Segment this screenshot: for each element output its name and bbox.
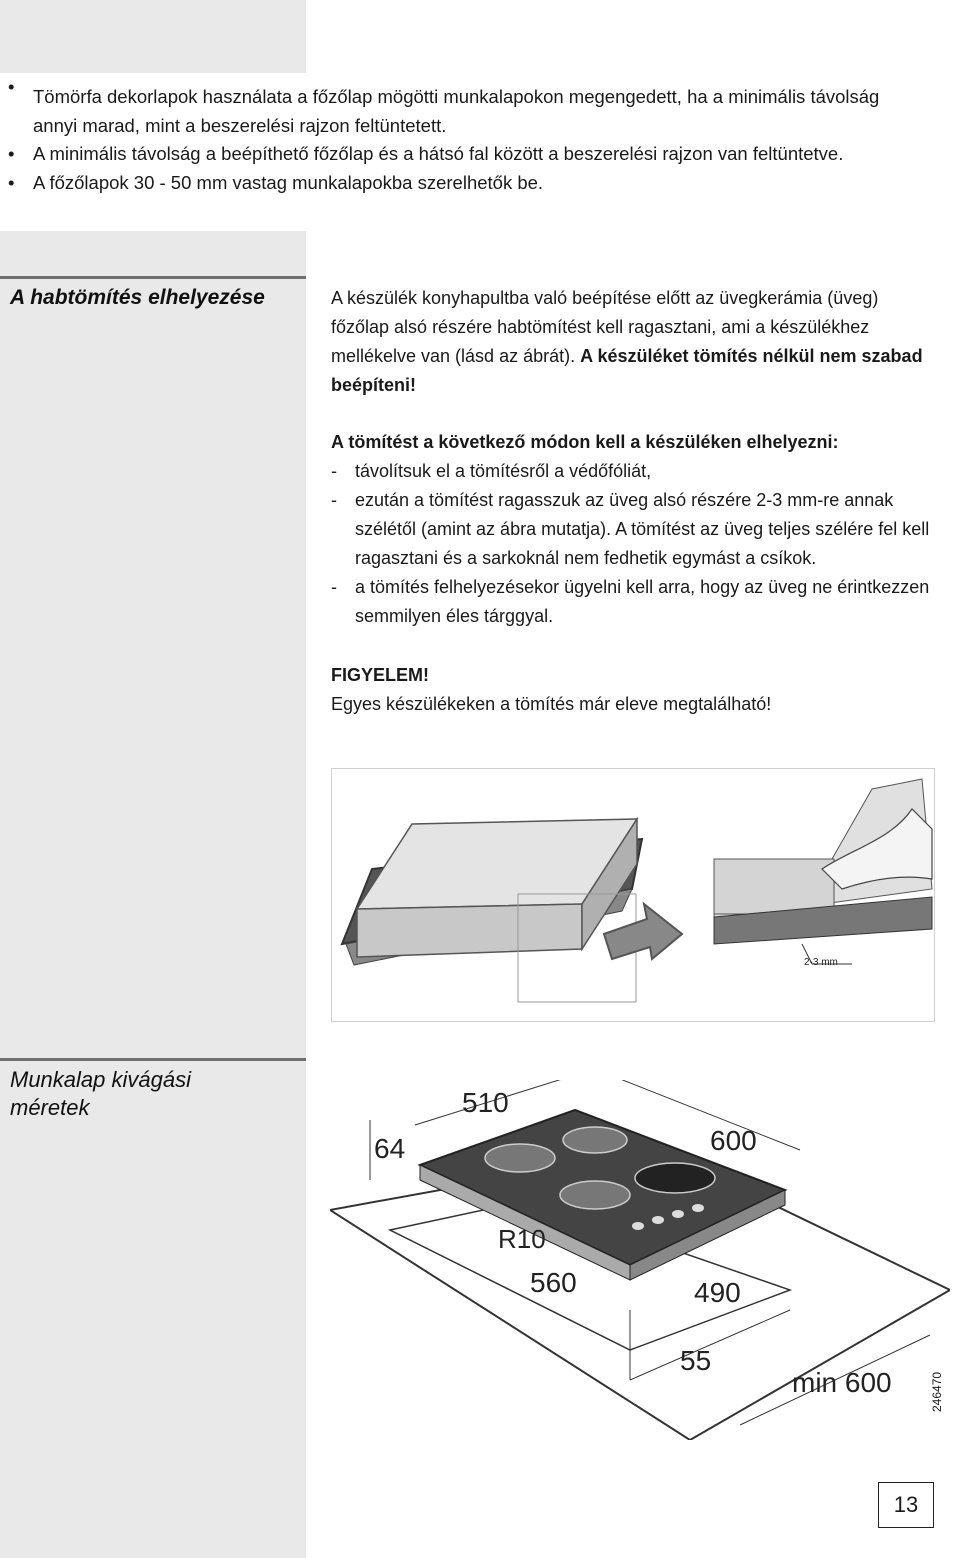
left-margin-band: [0, 0, 306, 1558]
dim-510: 510: [462, 1087, 509, 1118]
step-text: a tömítés felhelyezésekor ügyelni kell arra, hogy az üveg ne érintkezzen semmilyen éles tárggyal.: [355, 577, 930, 626]
warning-text: Egyes készülékeken a tömítés már eleve megtalálható!: [331, 694, 772, 714]
dim-r10: R10: [498, 1224, 546, 1254]
bullet-list: [0, 73, 960, 231]
intro-text: A készülék konyhapultba való beépítése előtt az üvegkerámia (üveg) főzőlap alsó részére habtömítést kell ragasztani, ami a készülékhez mellékelve van (lásd az ábrát).: [331, 288, 879, 366]
section1-body: [331, 284, 931, 719]
dim-560: 560: [530, 1267, 577, 1298]
hotplate-icon: [635, 1163, 715, 1193]
dim-min-600: min 600: [792, 1367, 892, 1398]
bullet-text: A minimális távolság a beépíthető főzőlap és a hátsó fal között a beszerelési rajzon van feltüntetve.: [33, 143, 844, 164]
section-rule: [0, 1058, 306, 1061]
section-title-cutout: Munkalap kivágási méretek: [10, 1067, 191, 1120]
steps-heading: [331, 428, 931, 457]
burner-icon: [485, 1144, 555, 1172]
knob-icon: [672, 1210, 684, 1218]
step-item: - a tömítés felhelyezésekor ügyelni kell arra, hogy az üveg ne érintkezzen semmilyen éles tárggyal.: [331, 577, 930, 626]
step-item: - ezután a tömítést ragasszuk az üveg alsó részére 2-3 mm-re annak szélétől (amint az ábra mutatja). A tömítést az üveg teljes szélére fel kell ragasztani és a sarkoknál nem fedhetik egymást a csíkok.: [331, 490, 930, 568]
knob-icon: [692, 1204, 704, 1212]
step-item: - távolítsuk el a tömítésről a védőfóliát,: [331, 461, 652, 481]
dim-600: 600: [710, 1125, 757, 1156]
knob-icon: [652, 1216, 664, 1224]
warning-title: [331, 661, 931, 690]
intro-bold-text: A készüléket tömítés nélkül nem szabad beépíteni!: [331, 346, 923, 395]
steps-title: A tömítést a következő módon kell a készüléken elhelyezni:: [331, 432, 839, 452]
dim-64: 64: [374, 1133, 406, 1164]
bullet-item: • A főzőlapok 30 - 50 mm vastag munkalapokba szerelhetők be.: [8, 171, 544, 193]
bullet-item: • A minimális távolság a beépíthető főzőlap és a hátsó fal között a beszerelési rajzon van feltüntetve.: [8, 143, 844, 164]
page-number: 13: [878, 1482, 934, 1528]
cutout-drawing: [330, 1080, 950, 1440]
intro-paragraph: [331, 284, 931, 400]
cutout-dimension-drawing: [330, 1080, 950, 1440]
bullet-text: A főzőlapok 30 - 50 mm vastag munkalapokba szerelhetők be.: [33, 171, 544, 193]
burner-icon: [560, 1181, 630, 1209]
bullet-item: • Tömörfa dekorlapok használata a főzőlap mögötti munkalapokon megengedett, ha a minimális távolság annyi marad, mint a beszerelési rajzon feltüntetett.: [8, 76, 880, 136]
warning-label: FIGYELEM!: [331, 665, 429, 685]
bullet-text: Tömörfa dekorlapok használata a főzőlap mögötti munkalapokon megengedett, ha a minimális távolság annyi marad, mint a beszerelési rajzon feltüntetett.: [33, 86, 880, 136]
gasket-drawing: [332, 769, 934, 1021]
step-text: távolítsuk el a tömítésről a védőfóliát,: [355, 461, 652, 481]
knob-icon: [632, 1222, 644, 1230]
document-code: 246470: [930, 1371, 944, 1412]
gap-label: 2-3 mm: [804, 957, 838, 968]
burner-icon: [563, 1127, 627, 1153]
section-rule: [0, 276, 306, 279]
dim-55: 55: [680, 1345, 712, 1376]
dim-490: 490: [694, 1277, 741, 1308]
section-title-foam-seal: A habtömítés elhelyezése: [10, 286, 265, 309]
gasket-illustration: [331, 768, 935, 1022]
step-text: ezután a tömítést ragasszuk az üveg alsó részére 2-3 mm-re annak szélétől (amint az ábra mutatja). A tömítést az üveg teljes szélére fel kell ragasztani és a sarkoknál nem fedhetik egymást a csíkok.: [355, 490, 930, 568]
